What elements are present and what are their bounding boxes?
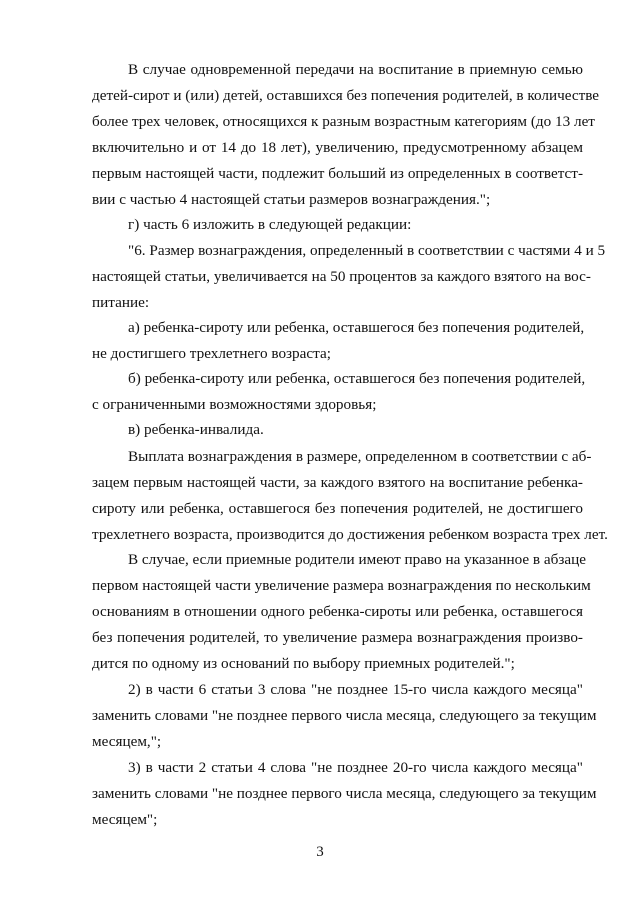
paragraph-4	[92, 315, 583, 367]
paragraph-2	[92, 212, 583, 238]
paragraph-3	[92, 238, 606, 316]
text-line: трехлетнего возраста, производится до достижения ребенком возраста трех лет.	[92, 526, 608, 543]
text-line: В случае одновременной передачи на воспитание в приемную семью	[128, 61, 583, 78]
text-line: зацем первым настоящей части, за каждого взятого на воспитание ребенка-	[92, 474, 583, 491]
paragraph-7	[92, 444, 608, 548]
paragraph-6	[92, 417, 583, 443]
text-line: дится по одному из оснований по выбору приемных родителей.";	[92, 655, 515, 672]
text-line: г) часть 6 изложить в следующей редакции:	[128, 216, 412, 233]
text-line: основаниям в отношении одного ребенка-сироты или ребенка, оставшегося	[92, 603, 583, 620]
text-line: не достигшего трехлетнего возраста;	[92, 345, 331, 362]
text-line: настоящей статьи, увеличивается на 50 процентов за каждого взятого на вос-	[92, 268, 591, 285]
text-line: с ограниченными возможностями здоровья;	[92, 396, 377, 413]
text-line: заменить словами "не позднее первого числа месяца, следующего за текущим	[92, 785, 597, 802]
paragraph-5	[92, 366, 586, 418]
paragraph-1	[92, 57, 600, 213]
text-line: а) ребенка-сироту или ребенка, оставшегося без попечения родителей,	[128, 319, 585, 336]
text-line: "6. Размер вознаграждения, определенный в соответствии с частями 4 и 5	[128, 242, 606, 259]
text-line: месяцем,";	[92, 733, 162, 750]
text-line: В случае, если приемные родители имеют право на указанное в абзаце	[128, 551, 586, 568]
text-line: Выплата вознаграждения в размере, определенном в соответствии с аб-	[128, 448, 592, 465]
text-line: б) ребенка-сироту или ребенка, оставшегося без попечения родителей,	[128, 370, 586, 387]
paragraph-8	[92, 547, 591, 677]
text-line: месяцем";	[92, 811, 158, 828]
paragraph-9	[92, 677, 597, 755]
text-line: в) ребенка-инвалида.	[128, 421, 264, 438]
text-line: вии с частью 4 настоящей статьи размеров вознаграждения.";	[92, 191, 491, 208]
text-line: сироту или ребенка, оставшегося без попечения родителей, не достигшего	[92, 500, 583, 517]
text-line: заменить словами "не позднее первого числа месяца, следующего за текущим	[92, 707, 597, 724]
text-line: первом настоящей части увеличение размера вознаграждения по нескольким	[92, 577, 591, 594]
text-line: первым настоящей части, подлежит больший из определенных в соответст-	[92, 165, 583, 182]
text-line: питание:	[92, 294, 150, 311]
text-line: детей-сирот и (или) детей, оставшихся без попечения родителей, в количестве	[92, 87, 600, 104]
text-line: включительно и от 14 до 18 лет), увеличению, предусмотренному абзацем	[92, 139, 583, 156]
text-line: 2) в части 6 статьи 3 слова "не позднее 15-го числа каждого месяца"	[128, 681, 583, 698]
text-line: более трех человек, относящихся к разным возрастным категориям (до 13 лет	[92, 113, 595, 130]
text-line: без попечения родителей, то увеличение размера вознаграждения произво-	[92, 629, 583, 646]
page-number: 3	[316, 844, 324, 860]
text-line: 3) в части 2 статьи 4 слова "не позднее 20-го числа каждого месяца"	[128, 759, 583, 776]
paragraph-10	[92, 755, 597, 833]
